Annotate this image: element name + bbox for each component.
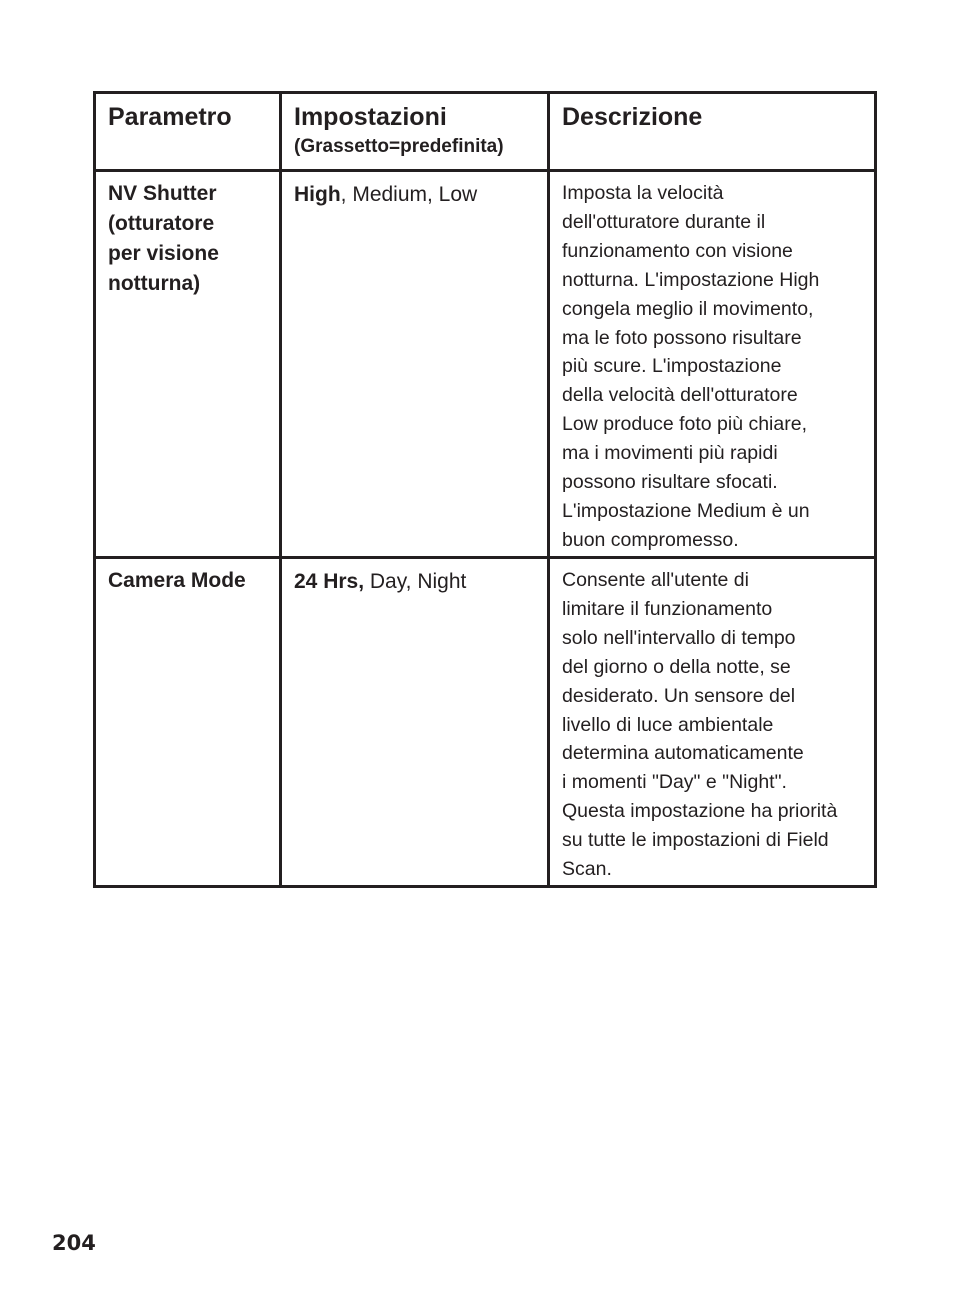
setting-cell: [281, 558, 549, 887]
setting-other-values: Day, Night: [364, 570, 467, 593]
table-row: [95, 171, 876, 558]
table-row: [95, 558, 876, 887]
setting-options: [294, 179, 537, 210]
setting-default-value: High: [294, 183, 341, 206]
page-number: 204: [52, 1231, 96, 1255]
header-parametro: [95, 93, 281, 171]
setting-cell: [281, 171, 549, 558]
description-text: Consente all'utente di limitare il funzionamento solo nell'intervallo di tempo del giorno o della notte, se desiderato. Un sensore del livello di luce ambientale determina automaticamente i momenti "Day" e "Night". Questa impostazione ha priorità su tutte le impostazioni di Field Scan.: [562, 569, 838, 881]
description-cell: [549, 171, 876, 558]
header-impostazioni: [281, 93, 549, 171]
parameter-name: Camera Mode: [108, 569, 246, 592]
parameter-cell: [95, 558, 281, 887]
setting-options: [294, 566, 537, 597]
parameter-cell: [95, 171, 281, 558]
header-parametro-label: Parametro: [108, 103, 232, 131]
parameter-name: NV Shutter (otturatore per visione notturna): [108, 182, 219, 295]
setting-default-value: 24 Hrs,: [294, 570, 365, 593]
description-cell: [549, 558, 876, 887]
description-text: Imposta la velocità dell'otturatore durante il funzionamento con visione notturna. L'impostazione High congela meglio il movimento, ma le foto possono risultare più scure. L'impostazione della velocità dell'otturatore Low produce foto più chiare, ma i movimenti più rapidi possono risultare sfocati. L'impostazione Medium è un buon compromesso.: [562, 182, 820, 551]
header-impostazioni-label: Impostazioni: [294, 103, 447, 131]
header-descrizione-label: Descrizione: [562, 103, 703, 131]
header-impostazioni-note: (Grassetto=predefinita): [294, 136, 504, 157]
header-descrizione: [549, 93, 876, 171]
settings-table: [93, 91, 877, 888]
table-header-row: [95, 93, 876, 171]
setting-other-values: , Medium, Low: [340, 183, 478, 206]
